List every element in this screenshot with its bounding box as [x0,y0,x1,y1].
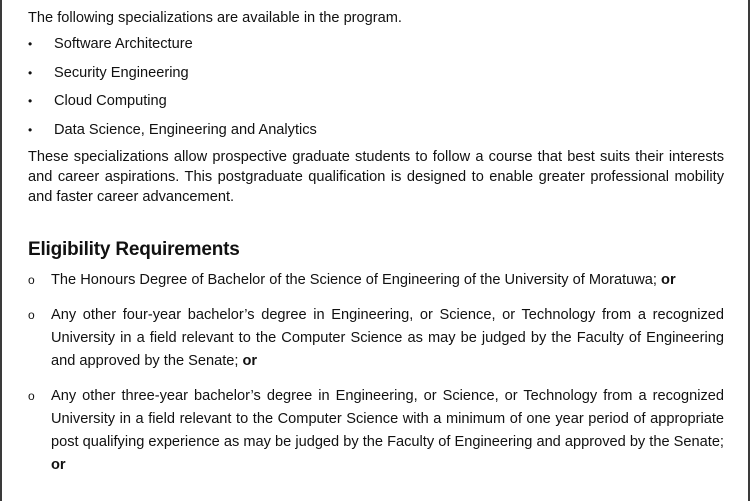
list-item [28,116,724,145]
sub-bullet-icon: o [28,307,35,322]
section-heading: Eligibility Requirements [28,238,240,260]
requirement-or: or [242,352,258,369]
requirement-text: Any other three-year bachelor’s degree in Engineering, or Science, or Technology from a recognized University in a field relevant to the Computer Science with a minimum of one year period of appropriate post qualifying experience as may be judged by the Faculty of Engineering and approved by the Senate; [51,387,724,450]
specialization-label: Security Engineering [54,64,189,81]
list-item [28,304,724,373]
list-item [28,87,724,116]
bullet-icon: • [28,94,33,109]
specialization-label: Software Architecture [54,36,193,52]
requirement-text: Any other four-year bachelor’s degree in Engineering, or Science, or Technology from a recognized University in a field relevant to the Computer Science as may be judged by the Faculty of Engineering and approved by the Senate; [51,306,724,369]
document-content [28,8,724,489]
eligibility-list [28,269,724,477]
bullet-icon: • [28,65,33,80]
list-item [28,385,724,477]
sub-bullet-icon: o [28,272,35,287]
intro-text: The following specializations are available in the program. [28,10,402,26]
list-item [28,269,724,292]
list-item [28,30,724,59]
specializations-list [28,30,724,145]
specializations-note: These specializations allow prospective graduate students to follow a course that best suits their interests and career aspirations. This postgraduate qualification is designed to enable greater professional mobility and faster career advancement. [28,148,724,205]
requirement-or: or [661,271,676,288]
requirement-text: The Honours Degree of Bachelor of the Science of Engineering of the University of Moratuwa; [51,271,657,288]
bullet-icon: • [28,37,33,51]
page-border-left [0,0,2,501]
specialization-label: Data Science, Engineering and Analytics [54,122,317,139]
bullet-icon: • [28,123,33,138]
requirement-or: or [51,456,66,473]
sub-bullet-icon: o [28,388,35,403]
specialization-label: Cloud Computing [54,93,167,110]
list-item [28,59,724,88]
